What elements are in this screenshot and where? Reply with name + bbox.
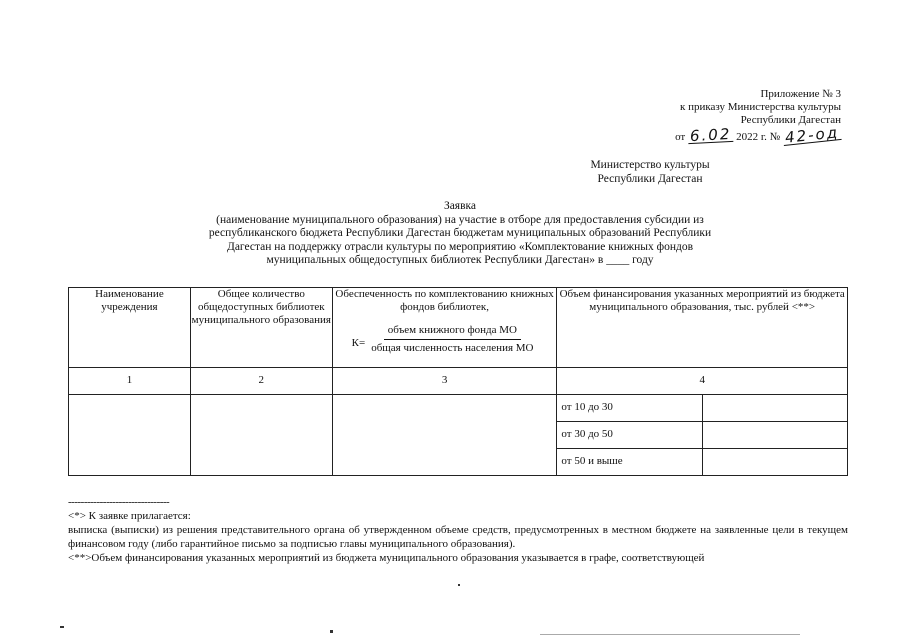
library-count-cell [190,395,332,476]
appendix-block [541,88,841,147]
scan-edge-line [540,634,800,635]
footnote-rule: -------------------------------- [68,496,170,508]
header-institution-name: Наименование учреждения [69,288,191,368]
header-financing-volume: Объем финансирования указанных мероприятий из бюджета муниципального образования, тыс. рублей <**> [557,288,848,368]
range-value-1 [703,395,848,422]
footnote-2-text: <**>Объем финансирования указанных мероприятий из бюджета муниципального образования указывается в графе, соответствующей [68,552,705,564]
index-cell-4: 4 [557,368,848,395]
institution-name-cell [69,395,191,476]
header-book-provision [332,288,557,368]
formula-numerator: объем книжного фонда МО [384,324,521,340]
application-table [68,287,848,476]
ministry-line-1: Министерство культуры [590,159,710,171]
date-prefix: от [675,131,686,143]
scan-speck [458,584,460,586]
table-header-row [69,288,848,368]
index-cell-2: 2 [190,368,332,395]
footnotes [68,495,848,565]
table-index-row [69,368,848,395]
index-cell-1: 1 [69,368,191,395]
ministry-addressee [570,158,730,186]
footnote-1-label: <*> К заявке прилагается: [68,510,191,522]
formula-fraction [367,324,537,355]
appendix-line-3: Республики Дагестан [740,114,841,126]
ministry-line-2: Республики Дагестан [597,173,703,185]
header-book-provision-text: Обеспеченность по комплектованию книжных фондов библиотек, [335,288,554,313]
range-label-3: от 50 и выше [557,449,703,476]
book-provision-cell [332,395,557,476]
handwritten-order-number: 42-од [784,123,840,147]
scan-speck [60,626,64,628]
title-line-3: Дагестан на поддержку отрасли культуры по мероприятию «Комплектование книжных фондов [226,240,694,253]
title-heading: Заявка [443,200,477,212]
scan-speck [330,630,333,633]
index-cell-3: 3 [332,368,557,395]
header-library-count: Общее количество общедоступных библиотек муниципального образования [190,288,332,368]
range-label-1: от 10 до 30 [557,395,703,422]
appendix-date-line [541,123,841,147]
range-label-2: от 30 до 50 [557,422,703,449]
document-title [150,200,770,268]
footnote-1-text: выписка (выписки) из решения представительного органа об утвержденном объеме средств, предусмотренных в местном бюджете на заявленные цели в текущем финансовом году (либо гарантийное письмо за подписью главы муниципального образования). [68,524,848,550]
appendix-line-2: к приказу Министерства культуры [679,101,841,113]
date-suffix: 2022 г. № [736,131,781,143]
range-value-2 [703,422,848,449]
title-line-2: республиканского бюджета Республики Дагестан бюджетам муниципальных образований Республики [208,227,712,239]
provision-formula [333,324,557,355]
title-line-4: муниципальных общедоступных библиотек Республики Дагестан» в ____ году [266,254,654,266]
formula-k: К= [351,337,366,349]
title-line-1: (наименование муниципального образования) на участие в отборе для предоставления субсидии из [216,213,704,226]
table-row [69,395,848,422]
handwritten-date: 6.02 [689,124,732,146]
formula-denominator: общая численность населения МО [371,342,534,354]
range-value-3 [703,449,848,476]
appendix-line-1: Приложение № 3 [760,88,841,100]
